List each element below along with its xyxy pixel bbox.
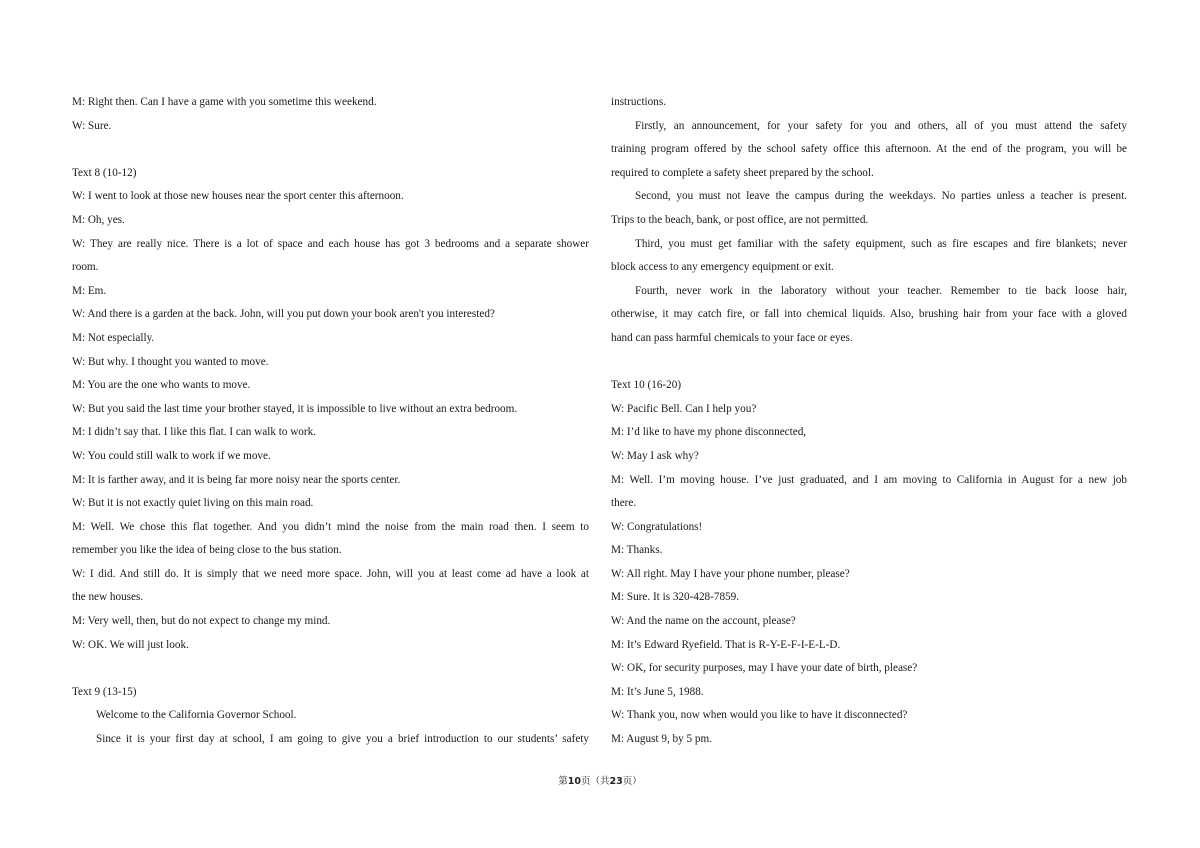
- text-line: W: Pacific Bell. Can I help you?: [611, 402, 757, 415]
- text-line: W: May I ask why?: [611, 449, 699, 462]
- text-line: Welcome to the California Governor School.: [96, 709, 297, 722]
- text-line: W: They are really nice. There is a lot of space and each house has got 3 bedrooms and a separate shower: [72, 237, 589, 250]
- text-line: Text 8 (10-12): [72, 166, 137, 179]
- page-total: 23: [609, 776, 623, 787]
- text-line: W: And there is a garden at the back. John, will you put down your book aren't you interested?: [72, 308, 495, 321]
- text-line: Firstly, an announcement, for your safety for you and others, all of you must attend the safety: [635, 119, 1127, 132]
- blank-line: [611, 351, 1127, 375]
- text-line: W: Thank you, now when would you like to have it disconnected?: [611, 709, 908, 722]
- page-number: 10: [567, 776, 581, 787]
- text-line: remember you like the idea of being close to the bus station.: [72, 544, 342, 557]
- text-line: M: Sure. It is 320-428-7859.: [611, 591, 740, 604]
- text-line: Second, you must not leave the campus during the weekdays. No parties unless a teacher is present.: [635, 190, 1127, 203]
- text-line: there.: [611, 497, 637, 510]
- footer-middle: 页（共: [580, 776, 610, 787]
- blank-line: [72, 138, 589, 162]
- text-line: instructions.: [611, 96, 667, 108]
- text-line: W: I did. And still do. It is simply that we need more space. John, will you at least come ad have a look at: [72, 567, 589, 580]
- text-line: M: I didn’t say that. I like this flat. I can walk to work.: [72, 426, 317, 439]
- text-line: Text 9 (13-15): [72, 685, 137, 698]
- text-line: Fourth, never work in the laboratory without your teacher. Remember to tie back loose hair,: [635, 284, 1127, 297]
- text-line: W: I went to look at those new houses near the sport center this afternoon.: [72, 190, 404, 203]
- text-line: Text 10 (16-20): [611, 379, 682, 392]
- right-column: [611, 91, 1127, 752]
- text-line: M: Well. We chose this flat together. And you didn’t mind the noise from the main road then. I seem to: [72, 520, 589, 533]
- text-line: M: It’s Edward Ryefield. That is R-Y-E-F-I-E-L-D.: [611, 638, 841, 651]
- text-line: otherwise, it may catch fire, or fall into chemical liquids. Also, brushing hair from your face with a gloved: [611, 308, 1127, 321]
- text-line: room.: [72, 261, 99, 274]
- text-line: W: You could still walk to work if we move.: [72, 449, 271, 462]
- text-line: the new houses.: [72, 591, 144, 604]
- text-line: Third, you must get familiar with the safety equipment, such as fire escapes and fire blankets; never: [635, 237, 1127, 250]
- text-line: M: Very well, then, but do not expect to change my mind.: [72, 615, 331, 628]
- text-line: Trips to the beach, bank, or post office, are not permitted.: [611, 213, 869, 226]
- text-line: W: OK, for security purposes, may I have your date of birth, please?: [611, 662, 918, 675]
- blank-line: [72, 657, 589, 681]
- text-line: M: Thanks.: [611, 544, 663, 557]
- page-footer: [0, 773, 1200, 787]
- text-line: W: Congratulations!: [611, 520, 703, 533]
- text-line: M: You are the one who wants to move.: [72, 379, 251, 392]
- text-line: M: August 9, by 5 pm.: [611, 733, 713, 746]
- text-line: required to complete a safety sheet prepared by the school.: [611, 166, 874, 179]
- text-line: M: It’s June 5, 1988.: [611, 685, 704, 698]
- text-line: M: Em.: [72, 284, 107, 297]
- text-line: W: OK. We will just look.: [72, 638, 189, 651]
- text-line: M: It is farther away, and it is being far more noisy near the sports center.: [72, 473, 401, 486]
- text-line: block access to any emergency equipment or exit.: [611, 261, 834, 274]
- text-line: W: But why. I thought you wanted to move.: [72, 355, 269, 368]
- text-line: training program offered by the school safety office this afternoon. At the end of the program, you will be: [611, 143, 1127, 156]
- text-line: W: Sure.: [72, 119, 112, 132]
- text-line: W: But you said the last time your brother stayed, it is impossible to live without an extra bedroom.: [72, 402, 518, 415]
- text-line: hand can pass harmful chemicals to your face or eyes.: [611, 331, 853, 344]
- text-line: M: Right then. Can I have a game with you sometime this weekend.: [72, 96, 377, 108]
- text-line: W: And the name on the account, please?: [611, 615, 796, 628]
- text-line: Since it is your first day at school, I am going to give you a brief introduction to our students’ safety: [96, 733, 589, 746]
- footer-suffix: 页）: [622, 776, 642, 787]
- text-line: W: But it is not exactly quiet living on this main road.: [72, 497, 314, 510]
- text-line: W: All right. May I have your phone number, please?: [611, 567, 850, 580]
- text-line: M: Not especially.: [72, 331, 155, 344]
- footer-prefix: 第: [558, 776, 568, 787]
- left-column: [72, 91, 589, 752]
- text-line: M: I’d like to have my phone disconnected,: [611, 426, 807, 439]
- text-line: M: Oh, yes.: [72, 213, 125, 226]
- text-line: M: Well. I’m moving house. I’ve just graduated, and I am moving to California in August for a new job: [611, 473, 1127, 486]
